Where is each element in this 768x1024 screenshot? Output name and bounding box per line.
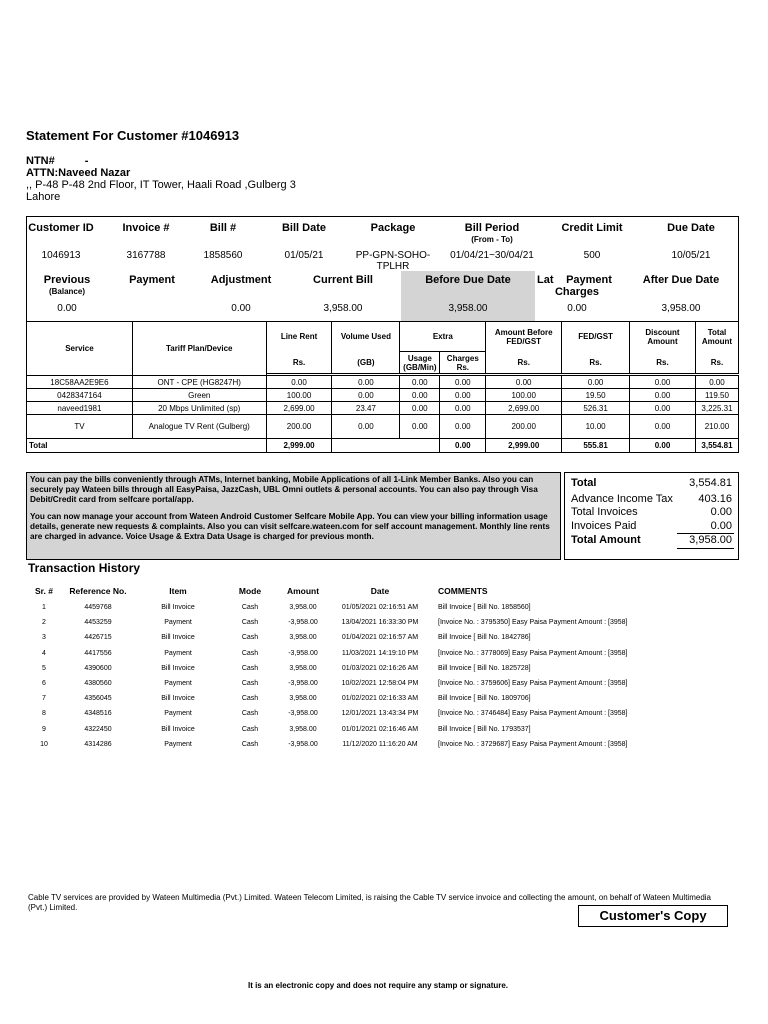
ntn-label: NTN# [26, 155, 55, 167]
payment-label: Payment [129, 274, 175, 286]
tx-col-item: Item [169, 586, 187, 596]
table-row [27, 415, 739, 439]
tx-cell-ref: 4390600 [84, 664, 112, 672]
current-bill-value: 3,958.00 [323, 303, 363, 314]
tx-cell-mode: Cash [241, 634, 259, 642]
tx-cell-item: Bill Invoice [161, 604, 195, 612]
cell-discount: 0.00 [630, 415, 696, 439]
tx-cell-ref: 4322450 [84, 725, 112, 733]
cell-discount: 0.00 [630, 389, 696, 402]
total-line-rent: 2,999.00 [266, 439, 332, 453]
due-date-label: Due Date [667, 222, 715, 234]
tx-cell-amount: 3,958.00 [289, 604, 317, 612]
bill-no-value: 1858560 [203, 250, 243, 261]
customer-id-label: Customer ID [28, 222, 94, 234]
tx-col-ref: Reference No. [69, 586, 127, 596]
payment-info-text: You can pay the bills conveniently through ATMs, Internet banking, Mobile Applications of all 1-Link Member Banks. Also you can securely pay Wateen bills through all EasyPaisa, JazzCash, UBL Omni outlets & personal accounts. You can also pay through Visa Debit/Credit card from selfcare portal/app. [30, 475, 538, 504]
table-row [26, 691, 726, 706]
tx-col-mode: Mode [238, 586, 262, 596]
cell-service: 18C58AA2E9E6 [27, 376, 133, 389]
tx-cell-comments: [Invoice No. : 3778069] Easy Paisa Payment Amount : [3958] [438, 649, 628, 657]
cell-volume: 0.00 [332, 389, 400, 402]
table-row [26, 615, 726, 630]
cell-service: TV [27, 415, 133, 439]
tx-cell-mode: Cash [241, 619, 259, 627]
cell-volume: 23.47 [332, 402, 400, 415]
tx-cell-date: 01/02/2021 02:16:33 AM [341, 695, 419, 703]
cell-volume: 0.00 [332, 376, 400, 389]
tx-col-amount: Amount [286, 586, 320, 596]
total-invoices-row [571, 506, 732, 518]
line-rent-unit: Rs. [266, 352, 332, 374]
tx-cell-date: 01/04/2021 02:16:57 AM [341, 634, 419, 642]
tx-cell-amount: -3,958.00 [288, 649, 318, 657]
tx-col-date: Date [370, 586, 390, 596]
tx-cell-ref: 4453259 [84, 619, 112, 627]
attn-name: ATTN:Naveed Nazar [26, 167, 131, 179]
after-due-value: 3,958.00 [661, 303, 701, 314]
tx-cell-sr: 9 [42, 725, 46, 733]
tx-cell-item: Payment [164, 710, 192, 718]
tx-cell-comments: [Invoice No. : 3759606] Easy Paisa Payment Amount : [3958] [438, 680, 628, 688]
cell-amount: 2,699.00 [486, 402, 562, 415]
tx-cell-sr: 4 [42, 649, 46, 657]
tx-cell-mode: Cash [241, 740, 259, 748]
tx-cell-ref: 4356045 [84, 695, 112, 703]
table-row [26, 630, 726, 645]
tx-cell-comments: Bill Invoice [ Bill No. 1825728] [438, 664, 531, 672]
tx-cell-item: Payment [164, 619, 192, 627]
col-line-rent: Line Rent [266, 322, 332, 352]
cell-total: 119.50 [695, 389, 738, 402]
tx-col-comments: COMMENTS [438, 586, 488, 596]
col-total-amount: Total Amount [695, 322, 738, 352]
cell-fed: 0.00 [562, 376, 630, 389]
cell-charges: 0.00 [440, 376, 486, 389]
table-row [26, 661, 726, 676]
total-amount-underline [677, 548, 734, 549]
total-amount-label: Total Amount [571, 534, 641, 546]
transaction-history-title: Transaction History [28, 561, 141, 575]
tx-cell-mode: Cash [241, 604, 259, 612]
tx-cell-ref: 4348516 [84, 710, 112, 718]
service-table [26, 321, 739, 453]
total-amount-before: 2,999.00 [486, 439, 562, 453]
advance-tax-label: Advance Income Tax [571, 493, 673, 505]
package-value: PP-GPN-SOHO-TPLHR [355, 250, 431, 272]
invoice-label: Invoice # [122, 222, 170, 234]
selfcare-info-text: You can now manage your account from Wateen Android Customer Selfcare Mobile App. You can view your billing information usage details, generate new requests & complaints. Also you can visit selfcare.wateen.com for self account management. Monthly line rents are charged in advance. Voice Usage & Extra Data Usage is charged for previous month. [30, 512, 550, 541]
transaction-table [26, 582, 726, 752]
totals-total-label: Total [571, 477, 597, 489]
tx-cell-date: 11/03/2021 14:19:10 PM [341, 649, 419, 657]
total-unit: Rs. [695, 352, 738, 374]
tx-cell-mode: Cash [241, 649, 259, 657]
cell-total: 0.00 [695, 376, 738, 389]
cell-usage: 0.00 [400, 415, 440, 439]
invoices-paid-label: Invoices Paid [571, 520, 637, 532]
late-label: Lat [537, 274, 554, 286]
invoices-paid-row [571, 520, 732, 532]
tx-cell-amount: 3,958.00 [289, 634, 317, 642]
tx-cell-mode: Cash [241, 695, 259, 703]
tx-cell-ref: 4417556 [84, 649, 112, 657]
cell-discount: 0.00 [630, 376, 696, 389]
tx-cell-amount: -3,958.00 [288, 740, 318, 748]
tx-cell-sr: 3 [42, 634, 46, 642]
cell-line-rent: 0.00 [266, 376, 332, 389]
tx-cell-sr: 1 [42, 604, 46, 612]
cell-volume: 0.00 [332, 415, 400, 439]
table-row [26, 600, 726, 615]
amount-unit: Rs. [486, 352, 562, 374]
table-total-row [27, 439, 739, 453]
tx-cell-comments: Bill Invoice [ Bill No. 1858560] [438, 604, 531, 612]
address-line-1: ,, P-48 P-48 2nd Floor, IT Tower, Haali Road ,Gulberg 3 [26, 179, 296, 191]
cell-tariff: 20 Mbps Unlimited (sp) [132, 402, 266, 415]
tx-cell-amount: 3,958.00 [289, 664, 317, 672]
total-amount-row [571, 534, 732, 546]
tx-cell-comments: Bill Invoice [ Bill No. 1793537] [438, 725, 531, 733]
adjustment-value: 0.00 [231, 303, 251, 314]
before-due-value: 3,958.00 [448, 303, 488, 314]
before-due-label: Before Due Date [425, 274, 511, 286]
tx-cell-item: Payment [164, 680, 192, 688]
table-row [27, 389, 739, 402]
tx-cell-amount: 3,958.00 [289, 725, 317, 733]
bill-period-value: 01/04/21~30/04/21 [450, 250, 534, 261]
cell-service: 0428347164 [27, 389, 133, 402]
total-charges: 0.00 [440, 439, 486, 453]
cell-charges: 0.00 [440, 402, 486, 415]
cell-fed: 10.00 [562, 415, 630, 439]
tx-cell-amount: -3,958.00 [288, 619, 318, 627]
invoices-paid-value: 0.00 [710, 520, 732, 532]
tx-cell-amount: -3,958.00 [288, 710, 318, 718]
tx-cell-ref: 4459768 [84, 604, 112, 612]
statement-title: Statement For Customer #1046913 [26, 128, 240, 143]
col-extra: Extra [400, 322, 486, 352]
advance-tax-row [571, 493, 732, 505]
cell-tariff: Green [132, 389, 266, 402]
col-volume-used: Volume Used [332, 322, 400, 352]
tx-cell-date: 12/01/2021 13:43:34 PM [341, 710, 419, 718]
tx-cell-mode: Cash [241, 664, 259, 672]
tx-cell-item: Bill Invoice [161, 725, 195, 733]
previous-value: 0.00 [57, 303, 77, 314]
tx-cell-date: 11/12/2020 11:16:20 AM [342, 740, 418, 748]
col-tariff: Tariff Plan/Device [132, 322, 266, 376]
tx-cell-date: 13/04/2021 16:33:30 PM [341, 619, 419, 627]
customers-copy-label: Customer's Copy [578, 905, 728, 927]
tx-cell-sr: 7 [42, 695, 46, 703]
cell-usage: 0.00 [400, 389, 440, 402]
cell-service: naveed1981 [27, 402, 133, 415]
electronic-copy-note: It is an electronic copy and does not require any stamp or signature. [247, 981, 509, 990]
totals-total-value: 3,554.81 [689, 477, 732, 489]
tx-cell-mode: Cash [241, 725, 259, 733]
total-fed: 555.81 [562, 439, 630, 453]
after-due-label: After Due Date [642, 274, 720, 286]
tx-cell-date: 01/05/2021 02:16:51 AM [341, 604, 419, 612]
advance-tax-value: 403.16 [698, 493, 732, 505]
tx-cell-mode: Cash [241, 680, 259, 688]
cell-total: 3,225.31 [695, 402, 738, 415]
cell-amount: 200.00 [486, 415, 562, 439]
tx-cell-comments: [Invoice No. : 3746484] Easy Paisa Payment Amount : [3958] [438, 710, 628, 718]
customer-id-value: 1046913 [41, 250, 81, 261]
address-line-2: Lahore [26, 191, 61, 203]
tx-cell-amount: -3,958.00 [288, 680, 318, 688]
tx-cell-comments: [Invoice No. : 3729687] Easy Paisa Payment Amount : [3958] [438, 740, 628, 748]
table-row [26, 706, 726, 721]
credit-limit-label: Credit Limit [561, 222, 623, 234]
tx-cell-ref: 4314286 [84, 740, 112, 748]
cell-usage: 0.00 [400, 402, 440, 415]
total-invoices-label: Total Invoices [571, 506, 638, 518]
total-invoices-value: 0.00 [710, 506, 732, 518]
table-row [27, 402, 739, 415]
tx-cell-sr: 5 [42, 664, 46, 672]
col-fed-gst: FED/GST [562, 322, 630, 352]
tx-cell-sr: 10 [40, 740, 48, 748]
total-discount: 0.00 [630, 439, 696, 453]
cell-usage: 0.00 [400, 376, 440, 389]
tx-cell-mode: Cash [241, 710, 259, 718]
tx-cell-date: 10/02/2021 12:58:04 PM [341, 680, 419, 688]
tx-cell-ref: 4380560 [84, 680, 112, 688]
payment-info-box [26, 472, 561, 560]
col-amount-before: Amount Before FED/GST [486, 322, 562, 352]
tx-cell-sr: 6 [42, 680, 46, 688]
bill-period-sub: (From - To) [471, 235, 513, 244]
tx-cell-comments: [Invoice No. : 3795350] Easy Paisa Payment Amount : [3958] [438, 619, 628, 627]
cell-total: 210.00 [695, 415, 738, 439]
table-row [26, 737, 726, 752]
cell-amount: 0.00 [486, 376, 562, 389]
table-row [26, 646, 726, 661]
bill-no-label: Bill # [209, 222, 237, 234]
ntn-value: - [84, 155, 89, 167]
total-amount-value: 3,958.00 [689, 534, 732, 546]
bill-header-box [26, 216, 739, 322]
bill-date-value: 01/05/21 [284, 250, 324, 261]
total-label: Total [27, 439, 267, 453]
tx-cell-sr: 2 [42, 619, 46, 627]
tx-col-sr: Sr. # [35, 586, 53, 596]
cell-tariff: Analogue TV Rent (Gulberg) [132, 415, 266, 439]
tx-cell-sr: 8 [42, 710, 46, 718]
cell-fed: 19.50 [562, 389, 630, 402]
cell-line-rent: 200.00 [266, 415, 332, 439]
previous-sub: (Balance) [48, 287, 85, 296]
bill-date-label: Bill Date [281, 222, 326, 234]
cell-tariff: ONT - CPE (HG8247H) [132, 376, 266, 389]
tx-cell-item: Bill Invoice [161, 695, 195, 703]
col-service: Service [27, 322, 133, 376]
table-row [26, 676, 726, 691]
package-label: Package [370, 222, 416, 234]
tx-cell-date: 01/03/2021 02:16:26 AM [341, 664, 419, 672]
ntn-line [26, 155, 88, 167]
discount-unit: Rs. [630, 352, 696, 374]
tx-cell-date: 01/01/2021 02:16:46 AM [341, 725, 419, 733]
tx-cell-item: Payment [164, 740, 192, 748]
late-charges-label: Charges [554, 286, 600, 298]
invoice-value: 3167788 [126, 250, 166, 261]
cell-line-rent: 100.00 [266, 389, 332, 402]
tx-cell-amount: 3,958.00 [289, 695, 317, 703]
tx-cell-comments: Bill Invoice [ Bill No. 1809706] [438, 695, 531, 703]
table-row [26, 722, 726, 737]
cell-discount: 0.00 [630, 402, 696, 415]
bill-period-label: Bill Period [464, 222, 520, 234]
col-usage: Usage (GB/Min) [400, 352, 440, 374]
tx-cell-item: Bill Invoice [161, 634, 195, 642]
totals-total-row [571, 477, 732, 489]
tx-cell-ref: 4426715 [84, 634, 112, 642]
col-discount: Discount Amount [630, 322, 696, 352]
credit-limit-value: 500 [583, 250, 601, 261]
footer-note: Cable TV services are provided by Wateen Multimedia (Pvt.) Limited. Wateen Telecom Limited, is raising the Cable TV service invoice and collecting the amount, on behalf of Wateen Multimedia (Pvt.) Limited. [28, 893, 711, 912]
tx-cell-item: Bill Invoice [161, 664, 195, 672]
col-charges: Charges Rs. [440, 352, 486, 374]
due-date-value: 10/05/21 [671, 250, 711, 261]
adjustment-label: Adjustment [210, 274, 272, 286]
cell-fed: 526.31 [562, 402, 630, 415]
late-charges-value: 0.00 [567, 303, 587, 314]
table-row [27, 376, 739, 389]
cell-amount: 100.00 [486, 389, 562, 402]
cell-line-rent: 2,699.00 [266, 402, 332, 415]
fed-unit: Rs. [562, 352, 630, 374]
volume-unit: (GB) [332, 352, 400, 374]
tx-cell-item: Payment [164, 649, 192, 657]
cell-charges: 0.00 [440, 389, 486, 402]
current-bill-label: Current Bill [313, 274, 373, 286]
total-total: 3,554.81 [695, 439, 738, 453]
cell-charges: 0.00 [440, 415, 486, 439]
tx-cell-comments: Bill Invoice [ Bill No. 1842786] [438, 634, 531, 642]
late-payment-label: Payment [566, 274, 612, 286]
totals-box [564, 472, 739, 560]
previous-label: Previous [43, 274, 91, 286]
